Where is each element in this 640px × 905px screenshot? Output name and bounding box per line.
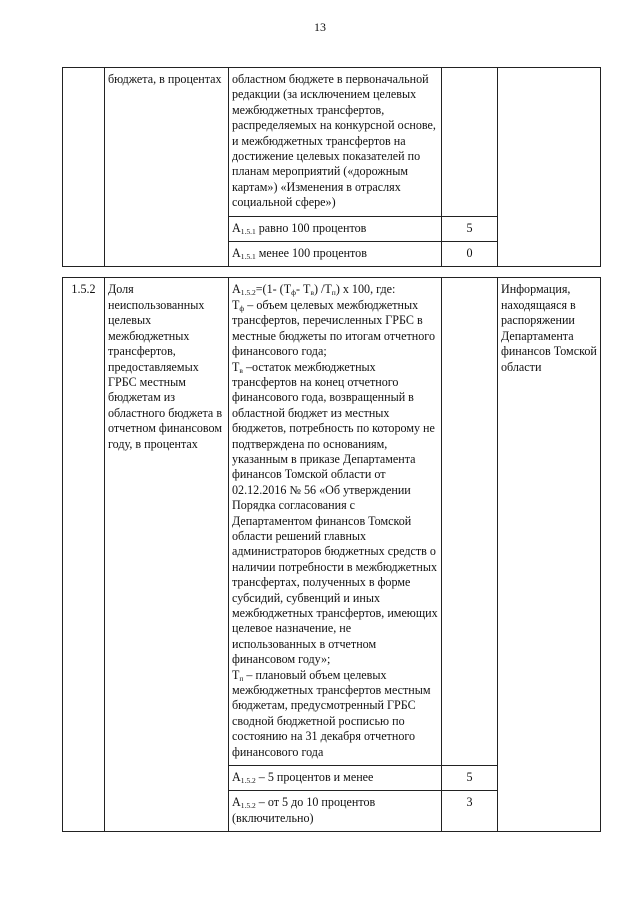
- formula-cell: [229, 278, 442, 766]
- criterion-number-cell: [63, 68, 105, 267]
- condition-cell: $А_{1.5.2} - 5$ процентов и менее: [229, 766, 442, 791]
- condition-cell: $А_{1.5.1}$ менее 100 процентов: [229, 242, 442, 267]
- criterion-name-cell: Доля неиспользованных целевых межбюджетных трансфертов, предоставляемых ГРБС местным бюджетам из областного бюджета в отчетном финансовом году, в процентах: [105, 278, 229, 832]
- criteria-table: [62, 67, 601, 832]
- points-cell: [442, 68, 498, 217]
- formula-cell: областном бюджете в первоначальной редакции (за исключением целевых межбюджетных трансфертов, распределяемых на конкурсной основе, и межбюджетных трансфертов на достижение целевых показателей по планам мероприятий («дорожным картам») «Изменения в отраслях социальной сфере»): [229, 68, 442, 217]
- definition-tf: $Т_ф$ – объем целевых межбюджетных трансфертов, перечисленных ГРБС в местные бюджеты по итогам отчетного финансового года;: [232, 297, 436, 359]
- points-cell: 0: [442, 242, 498, 267]
- points-cell: 5: [442, 216, 498, 241]
- table-row: [63, 278, 601, 766]
- points-cell: 5: [442, 766, 498, 791]
- condition-cell: $А_{1.5.2}$ – от 5 до 10 процентов (включительно): [229, 791, 442, 832]
- condition-cell: $А_{1.5.1}$ равно 100 процентов: [229, 216, 442, 241]
- page-number: 13: [314, 20, 326, 34]
- table-gap: [63, 267, 601, 278]
- criterion-name-cell: бюджета, в процентах: [105, 68, 229, 267]
- points-cell: [442, 278, 498, 766]
- source-cell: [498, 68, 601, 267]
- formula-line: $А_{1.5.2}=(1-$ ($Т_ф-$ $Т_в$) $/Т_п$) х 100, где:: [232, 282, 396, 298]
- points-cell: 3: [442, 791, 498, 832]
- source-cell: Информация, находящаяся в распоряжении Департамента финансов Томской области: [498, 278, 601, 832]
- definition-tv: $Т_в$ –остаток межбюджетных трансфертов на конец отчетного финансового года, возвращенный в областной бюджет из местных бюджетов, потребность по которому не подтверждена по основаниям, указанным в приказе Департамента финансов Томской области от 02.12.2016 № 56 «Об утверждении Порядка согласования с Департаментом финансов Томской области решений главных администраторов бюджетных средств о наличии потребности в межбюджетных трансфертах, полученных в форме субсидий, субвенций и иных межбюджетных трансфертов, имеющих целевое назначение, не использованных в отчетном финансовом году»;: [232, 359, 438, 667]
- criterion-number-cell: 1.5.2: [63, 278, 105, 832]
- table-row: [63, 68, 601, 217]
- definition-tp: $Т_п$ – плановый объем целевых межбюджетных трансфертов местным бюджетам, предусмотренный ГРБС сводной бюджетной росписью по состоянию на 31 декабря отчетного финансового года: [232, 667, 431, 759]
